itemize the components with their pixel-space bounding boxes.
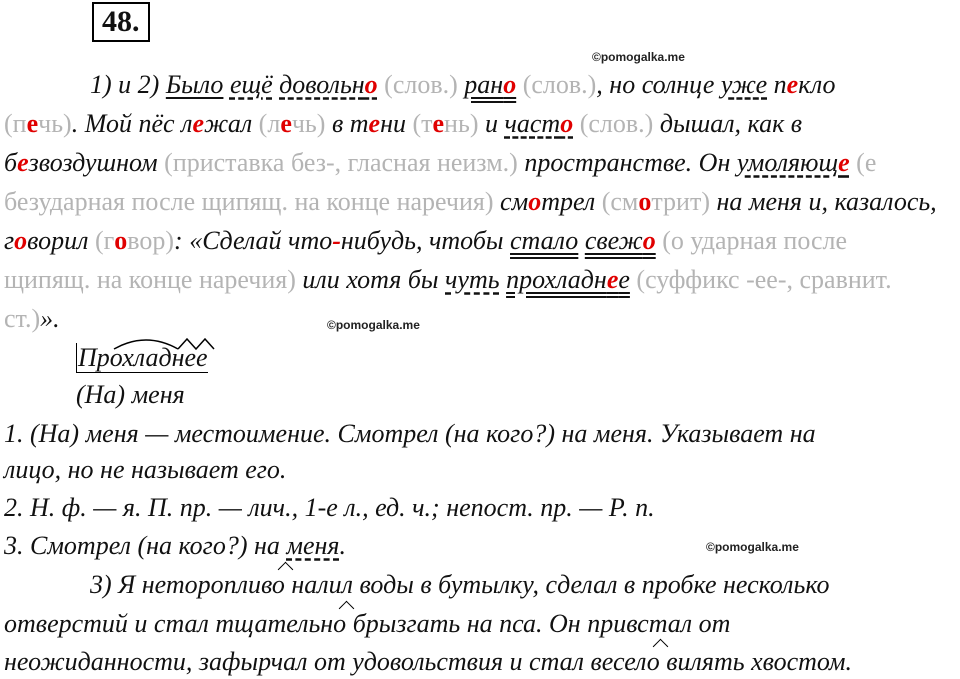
text-line-7: ст.)». [4, 304, 60, 333]
morph-item-2: 2. Н. ф. — я. П. пр. — лич., 1-е л., ед. ч.; непост. пр. — Р. п. [4, 493, 655, 522]
text-line-p3-2: отверстий и стал тщательно брызгать на пса. Он привстал от [4, 609, 731, 638]
exercise-number: 48. [92, 2, 150, 42]
text-line-p3-1: 3) Я неторопливо налил воды в бутылку, сделал в пробке несколько [90, 570, 830, 599]
watermark: ©pomogalka.me [327, 318, 420, 332]
morpheme-marks [76, 333, 226, 351]
text-line-3: безвоздушном (приставка без-, гласная неизм.) пространстве. Он умоляюще (е [4, 148, 877, 177]
text-line-p3-3: неожиданности, зафырчал от удовольствия и стал весело вилять хвостом. [4, 647, 852, 676]
text-line-5: говорил (говор): «Сделай что-нибудь, чтобы стало свежо (о ударная после [4, 226, 848, 255]
morph-item-1-cont: лицо, но не называет его. [4, 455, 287, 484]
morphemic-word: Прохладнее [76, 341, 208, 375]
text-line-1: 1) и 2) Было ещё довольно (слов.) рано (слов.), но солнце уже пекло [90, 70, 836, 99]
text-line-4: безударная после щипящ. на конце наречия) смотрел (смотрит) на меня и, казалось, [4, 187, 937, 216]
morph-item-1: 1. (На) меня — местоимение. Смотрел (на кого?) на меня. Указывает на [4, 419, 816, 448]
watermark: ©pomogalka.me [706, 540, 799, 554]
text-line-2: (печь). Мой пёс лежал (лечь) в тени (тень) и часто (слов.) дышал, как в [4, 109, 803, 138]
morph-item-3: 3. Смотрел (на кого?) на меня. [4, 531, 346, 560]
text-line-6: щипящ. на конце наречия) или хотя бы чуть прохладнее (суффикс -ее-, сравнит. [4, 265, 892, 294]
pronoun-heading: (На) меня [76, 380, 185, 409]
watermark: ©pomogalka.me [592, 50, 685, 64]
